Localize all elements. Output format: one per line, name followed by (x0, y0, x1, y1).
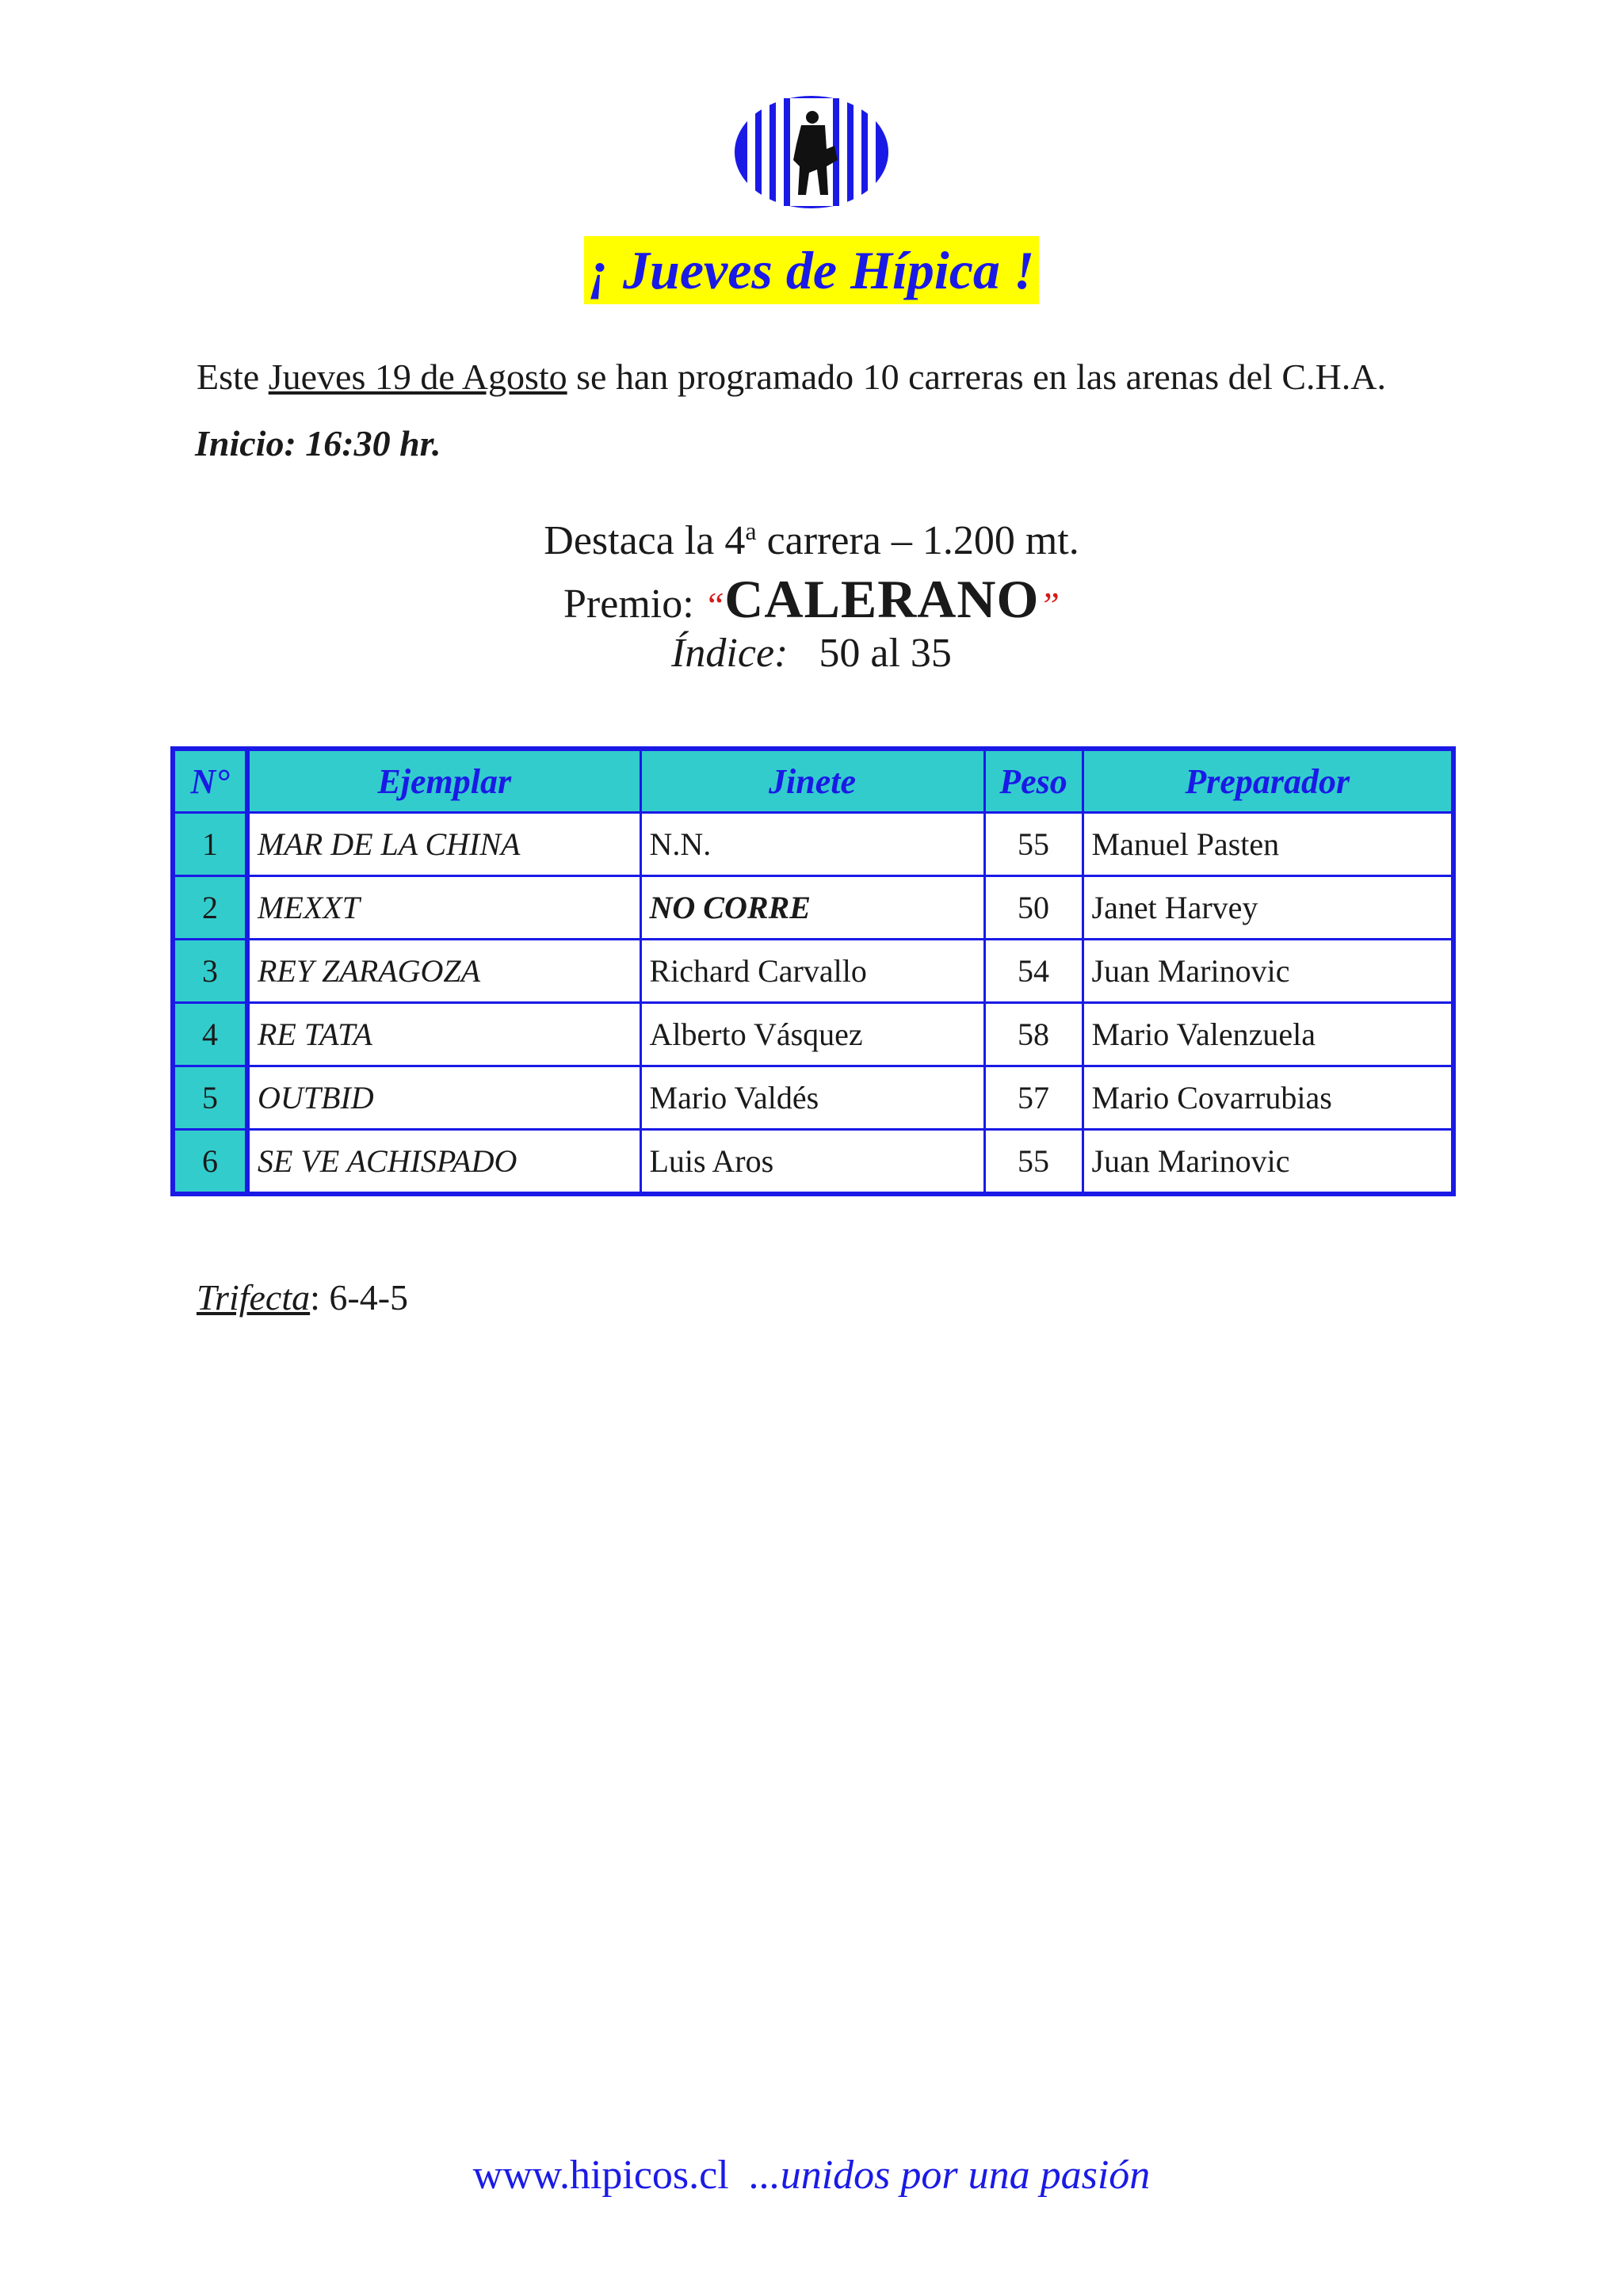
destaca-after: carrera – 1.200 mt. (756, 518, 1079, 563)
cell-preparador: Janet Harvey (1083, 876, 1453, 940)
table-row (173, 1130, 1453, 1195)
header-ejemplar: Ejemplar (247, 749, 640, 813)
cell-preparador: Juan Marinovic (1083, 1130, 1453, 1195)
intro-after: se han programado 10 carreras en las arenas del C.H.A. (567, 357, 1386, 397)
cell-ejemplar: REY ZARAGOZA (247, 940, 640, 1003)
indice-label: Índice: (671, 631, 789, 676)
cell-num: 2 (173, 876, 247, 940)
destaca-before: Destaca la 4 (544, 518, 746, 563)
cell-num: 4 (173, 1003, 247, 1066)
cell-num: 6 (173, 1130, 247, 1195)
intro-date: Jueves 19 de Agosto (268, 357, 567, 397)
cell-peso: 58 (984, 1003, 1083, 1066)
cell-jinete: Alberto Vásquez (640, 1003, 984, 1066)
header-jinete: Jinete (640, 749, 984, 813)
table-header-row (173, 749, 1453, 813)
index-line (0, 629, 1623, 678)
table-row (173, 876, 1453, 940)
cell-peso: 50 (984, 876, 1083, 940)
premio-open-quote: “ (704, 585, 725, 625)
cell-ejemplar: OUTBID (247, 1066, 640, 1130)
cell-preparador: Manuel Pasten (1083, 813, 1453, 876)
trifecta-line (197, 1276, 408, 1320)
cell-preparador: Mario Valenzuela (1083, 1003, 1453, 1066)
table-row (173, 940, 1453, 1003)
destaca-sup: a (745, 517, 757, 545)
cell-peso: 55 (984, 1130, 1083, 1195)
featured-race-line (0, 517, 1623, 566)
cell-num: 3 (173, 940, 247, 1003)
prize-line (0, 567, 1623, 637)
header-preparador: Preparador (1083, 749, 1453, 813)
cell-ejemplar: MEXXT (247, 876, 640, 940)
cell-ejemplar: SE VE ACHISPADO (247, 1130, 640, 1195)
cell-preparador: Juan Marinovic (1083, 940, 1453, 1003)
cell-num: 5 (173, 1066, 247, 1130)
page-title: ¡ Jueves de Hípica ! (584, 236, 1040, 304)
entries-table (170, 746, 1456, 1196)
cell-num: 1 (173, 813, 247, 876)
indice-value: 50 al 35 (819, 631, 952, 676)
cell-preparador: Mario Covarrubias (1083, 1066, 1453, 1130)
table-row (173, 1003, 1453, 1066)
footer (0, 2150, 1623, 2201)
trifecta-value: : 6-4-5 (310, 1277, 409, 1318)
cell-ejemplar: MAR DE LA CHINA (247, 813, 640, 876)
premio-close-quote: ” (1039, 585, 1060, 625)
cell-jinete: N.N. (640, 813, 984, 876)
table-row (173, 813, 1453, 876)
start-time: Inicio: 16:30 hr. (195, 423, 441, 463)
premio-label: Premio: (563, 582, 705, 627)
cha-logo (733, 93, 890, 211)
cell-peso: 57 (984, 1066, 1083, 1130)
intro-paragraph (197, 355, 1386, 399)
cell-peso: 54 (984, 940, 1083, 1003)
header-num: N° (173, 749, 247, 813)
trifecta-label: Trifecta (197, 1277, 311, 1318)
cell-jinete: Luis Aros (640, 1130, 984, 1195)
header-peso: Peso (984, 749, 1083, 813)
table-row (173, 1066, 1453, 1130)
intro-before: Este (197, 357, 269, 397)
cell-jinete: Mario Valdés (640, 1066, 984, 1130)
cell-jinete: Richard Carvallo (640, 940, 984, 1003)
cell-ejemplar: RE TATA (247, 1003, 640, 1066)
title-container (0, 236, 1623, 304)
cell-jinete: NO CORRE (640, 876, 984, 940)
footer-link[interactable]: www.hipicos.cl (472, 2153, 729, 2198)
premio-name: CALERANO (724, 569, 1040, 629)
cell-peso: 55 (984, 813, 1083, 876)
footer-slogan: ...unidos por una pasión (749, 2153, 1151, 2198)
